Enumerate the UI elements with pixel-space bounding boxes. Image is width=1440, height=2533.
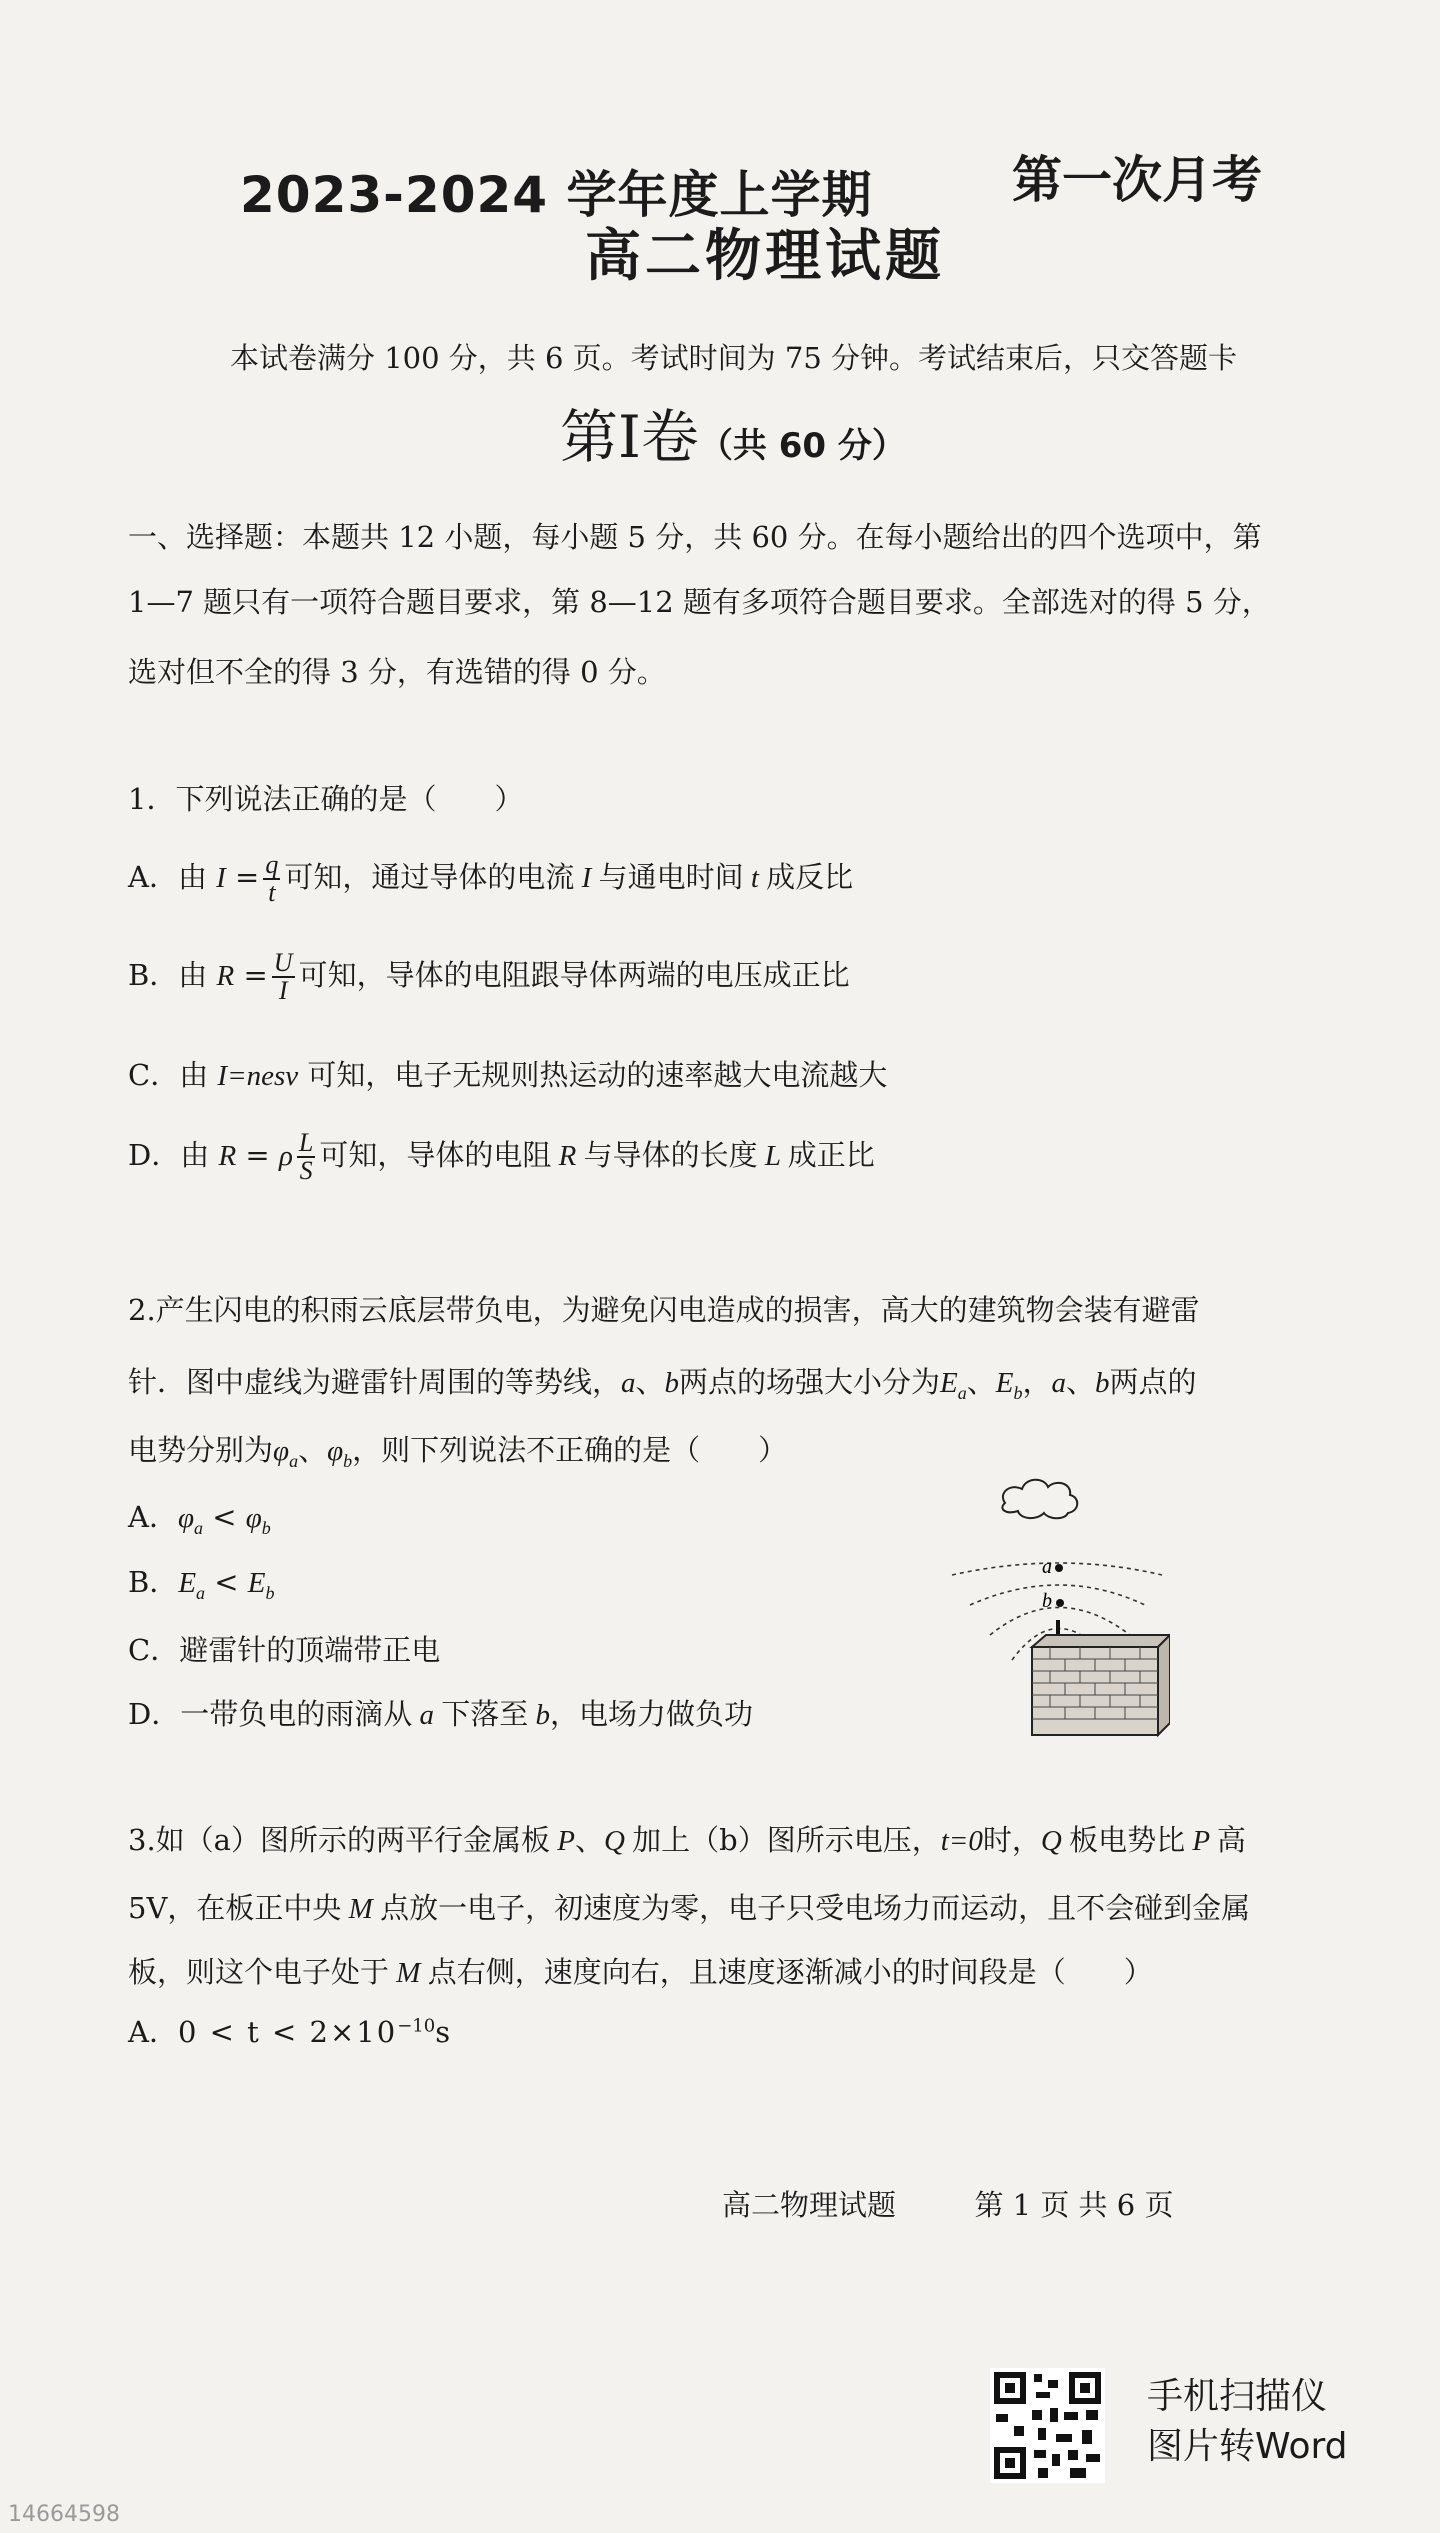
q2-option-c: C．避雷针的顶端带正电	[128, 1633, 441, 1667]
fraction-l-over-s: $\frac{L}{S}$	[298, 1128, 314, 1185]
q3-line2: 5V，在板正中央 M 点放一电子，初速度为零，电子只受电场力而运动，且不会碰到金属	[128, 1891, 1251, 1925]
footer-subject: 高二物理试题	[722, 2188, 897, 2222]
q2-option-b: B．$E_a < E_b$	[128, 1565, 275, 1603]
cloud-icon	[1002, 1480, 1077, 1519]
q2-line3: 电势分别为$\varphi_a$、$\varphi_b$，则下列说法不正确的是（ ）	[128, 1433, 788, 1471]
page-footer	[722, 2183, 1173, 2224]
section-instructions-line2: 1—7 题只有一项符合题目要求，第 8—12 题有多项符合题目要求。全部选对的得 5 分，	[128, 585, 1271, 619]
footer-page-number: 第 1 页 共 6 页	[974, 2188, 1174, 2222]
watermark-line1: 手机扫描仪	[1147, 2376, 1328, 2417]
q1-option-c: C．由 I=nesv 可知，电子无规则热运动的速率越大电流越大	[128, 1058, 888, 1092]
watermark-line2: 图片转Word	[1147, 2426, 1348, 2467]
volume-heading	[560, 390, 906, 474]
q2-option-a: A．$\varphi_a < \varphi_b$	[128, 1500, 271, 1538]
volume-name: 第I卷	[560, 403, 699, 471]
section-instructions-line1: 一、选择题：本题共 12 小题，每小题 5 分，共 60 分。在每小题给出的四个选项中，第	[128, 520, 1262, 554]
q3-option-a: A．$0 < t < 2\times 10^{-10}s$	[128, 2015, 451, 2049]
qr-code-icon	[990, 2368, 1105, 2483]
scanner-watermark	[1147, 2372, 1348, 2472]
q2-line2: 针．图中虚线为避雷针周围的等势线，a、b两点的场强大小分为$E_a$、$E_b$，a、b两点的	[128, 1365, 1197, 1403]
point-b-label: b	[1042, 1590, 1052, 1612]
q1-stem: 1．下列说法正确的是（ ）	[128, 782, 524, 816]
section-instructions-line3: 选对但不全的得 3 分，有选错的得 0 分。	[128, 655, 666, 689]
q1-option-a: A．由 I = $\frac{q}{t}$ 可知，通过导体的电流 I 与通电时间 t 成反比	[128, 850, 854, 907]
q2-line1: 2.产生闪电的积雨云底层带负电，为避免闪电造成的损害，高大的建筑物会装有避雷	[128, 1293, 1200, 1327]
building	[1032, 1635, 1170, 1735]
q3-line3: 板，则这个电子处于 M 点右侧，速度向右，且速度逐渐减小的时间段是（ ）	[128, 1955, 1153, 1989]
document-id: 14664598	[8, 2502, 120, 2527]
volume-score: （共 60 分）	[698, 426, 906, 466]
q3-line1: 3.如（a）图所示的两平行金属板 P、Q 加上（b）图所示电压，t=0时，Q 板电势比 P 高	[128, 1823, 1246, 1857]
fraction-q-over-t: $\frac{q}{t}$	[265, 850, 279, 907]
point-a	[1055, 1564, 1063, 1572]
exam-year-title: 2023-2024 学年度上学期	[240, 166, 873, 224]
exam-intro: 本试卷满分 100 分，共 6 页。考试时间为 75 分钟。考试结束后，只交答题卡	[230, 341, 1238, 375]
subject-title: 高二物理试题	[585, 224, 945, 289]
lightning-rod-figure	[940, 1455, 1170, 1745]
q1-option-d: D．由 R = ρ $\frac{L}{S}$ 可知，导体的电阻 R 与导体的长度 L 成正比	[128, 1128, 875, 1185]
fraction-u-over-i: $\frac{U}{I}$	[273, 948, 293, 1005]
point-a-label: a	[1042, 1556, 1052, 1578]
point-b	[1056, 1599, 1064, 1607]
exam-name: 第一次月考	[1012, 151, 1262, 209]
q2-option-d: D．一带负电的雨滴从 a 下落至 b，电场力做负功	[128, 1697, 754, 1731]
q1-option-b: B．由 R = $\frac{U}{I}$ 可知，导体的电阻跟导体两端的电压成正比	[128, 948, 850, 1005]
